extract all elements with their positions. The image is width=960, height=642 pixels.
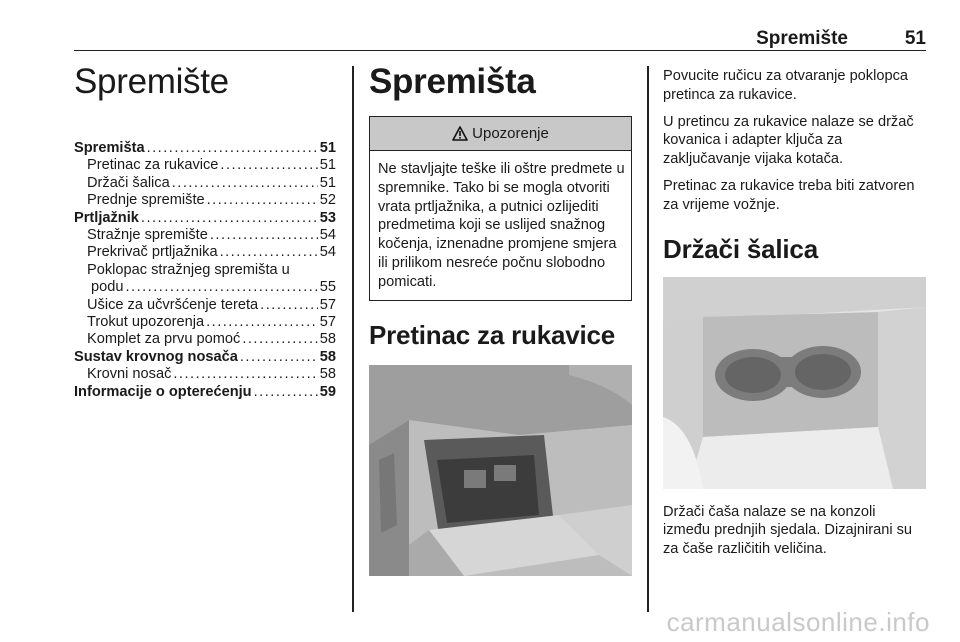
toc-entry-page: 58: [319, 331, 336, 348]
toc-entry[interactable]: [74, 279, 336, 296]
toc-entry-page: 52: [319, 192, 336, 209]
toc-entry-page: 51: [319, 157, 336, 174]
toc-entry[interactable]: [74, 384, 336, 401]
subsection-title: Držači šalica: [663, 233, 818, 264]
toc-entry-label: podu: [91, 279, 124, 296]
toc-entry-page: 57: [319, 296, 336, 313]
toc-entry-label: Trokut upozorenja: [87, 314, 205, 331]
watermark: carmanualsonline.info: [666, 607, 930, 637]
toc-entry-page: 54: [319, 227, 336, 244]
toc-leader-dots: [125, 279, 317, 296]
toc-entry-label: Sustav krovnog nosača: [74, 348, 238, 365]
toc-leader-dots: [254, 384, 318, 401]
warning-header: [370, 117, 631, 151]
toc-leader-dots: [220, 244, 318, 261]
toc-entry-label: Komplet za prvu pomoć: [87, 331, 241, 348]
toc-entry-page: 51: [319, 140, 336, 156]
toc-entry[interactable]: [74, 331, 336, 348]
toc-column: [74, 60, 336, 401]
toc-leader-dots: [210, 227, 318, 244]
page-number: 51: [904, 28, 926, 49]
toc-entry[interactable]: [74, 227, 336, 244]
section-title: Spremišta: [369, 62, 536, 101]
paragraph-cupholders: Držači čaša nalaze se na konzoli između prednjih sjedala. Dizajnirani su za čaše različitih veličina.: [663, 503, 913, 558]
toc-leader-dots: [207, 192, 318, 209]
warning-box: [369, 116, 632, 301]
toc-entry-label: Prednje spremište: [87, 192, 205, 209]
glovebox-photo: [369, 365, 632, 576]
content-column-2: [369, 60, 632, 576]
toc-entry[interactable]: [74, 157, 336, 174]
warning-triangle-icon: [452, 126, 468, 141]
toc-entry-page: 57: [319, 314, 336, 331]
toc-entry-label: Spremišta: [74, 140, 145, 156]
toc-entry-label: Informacije o opterećenju: [74, 383, 252, 400]
column-divider: [647, 66, 649, 612]
toc-entry[interactable]: [74, 210, 336, 227]
column-divider: [352, 66, 354, 612]
paragraph-glovebox-contents: U pretincu za rukavice nalaze se držač kovanica i adapter ključa za zaključavanje vijaka kotača.: [663, 113, 914, 168]
content-column-3: [663, 60, 926, 567]
toc-entry[interactable]: [74, 192, 336, 209]
toc-entry-label: Prtljažnik: [74, 209, 139, 226]
toc-leader-dots: [147, 140, 318, 157]
chapter-title: Spremište: [74, 62, 229, 101]
toc-entry-page: 58: [319, 348, 336, 365]
toc-entry[interactable]: [74, 262, 336, 279]
toc-entry-page: 58: [319, 366, 336, 383]
toc-entry-label: Ušice za učvršćenje tereta: [87, 296, 259, 313]
toc-leader-dots: [206, 314, 318, 331]
toc-leader-dots: [173, 366, 317, 383]
toc-entry-page: 55: [319, 279, 336, 296]
toc-entry[interactable]: [74, 314, 336, 331]
toc-leader-dots: [220, 157, 317, 174]
page-header: [74, 26, 926, 51]
toc-entry-label: Prekrivač prtljažnika: [87, 244, 218, 261]
toc-entry-page: 53: [319, 209, 336, 226]
table-of-contents: [74, 140, 336, 401]
cupholder-photo: [663, 277, 926, 489]
toc-entry[interactable]: [74, 366, 336, 383]
toc-entry-label: Stražnje spremište: [87, 227, 208, 244]
paragraph-glovebox-open: Povucite ručicu za otvaranje poklopca pretinca za rukavice.: [663, 68, 908, 103]
header-title: Spremište: [756, 28, 848, 49]
toc-entry-page: 51: [319, 174, 336, 191]
toc-entry[interactable]: [74, 297, 336, 314]
toc-entry[interactable]: [74, 244, 336, 261]
toc-leader-dots: [240, 349, 318, 366]
toc-entry-page: 54: [319, 244, 336, 261]
toc-entry-label: Poklopac stražnjeg spremišta u: [87, 261, 290, 278]
toc-leader-dots: [172, 175, 318, 192]
toc-leader-dots: [242, 331, 317, 348]
toc-entry[interactable]: [74, 140, 336, 157]
toc-entry[interactable]: [74, 349, 336, 366]
toc-entry-page: 59: [319, 383, 336, 400]
toc-entry-label: Držači šalica: [87, 174, 170, 191]
toc-entry[interactable]: [74, 175, 336, 192]
subsection-title: Pretinac za rukavice: [369, 319, 616, 350]
paragraph-glovebox-closed: Pretinac za rukavice treba biti zatvoren za vrijeme vožnje.: [663, 177, 915, 213]
toc-leader-dots: [141, 210, 318, 227]
toc-leader-dots: [260, 297, 318, 314]
toc-entry-label: Krovni nosač: [87, 366, 172, 383]
toc-entry-label: Pretinac za rukavice: [87, 157, 219, 174]
warning-text: Ne stavljajte teške ili oštre predmete u spremnike. Tako bi se mogla otvoriti vrata prtljažnika, a putnici ozlijediti predmetima koji se uslijed snažnog kočenja, iznenadne promjene smjera ili prilikom nesreće počnu slobodno pomicati.: [378, 161, 625, 290]
warning-label: Upozorenje: [472, 125, 549, 142]
